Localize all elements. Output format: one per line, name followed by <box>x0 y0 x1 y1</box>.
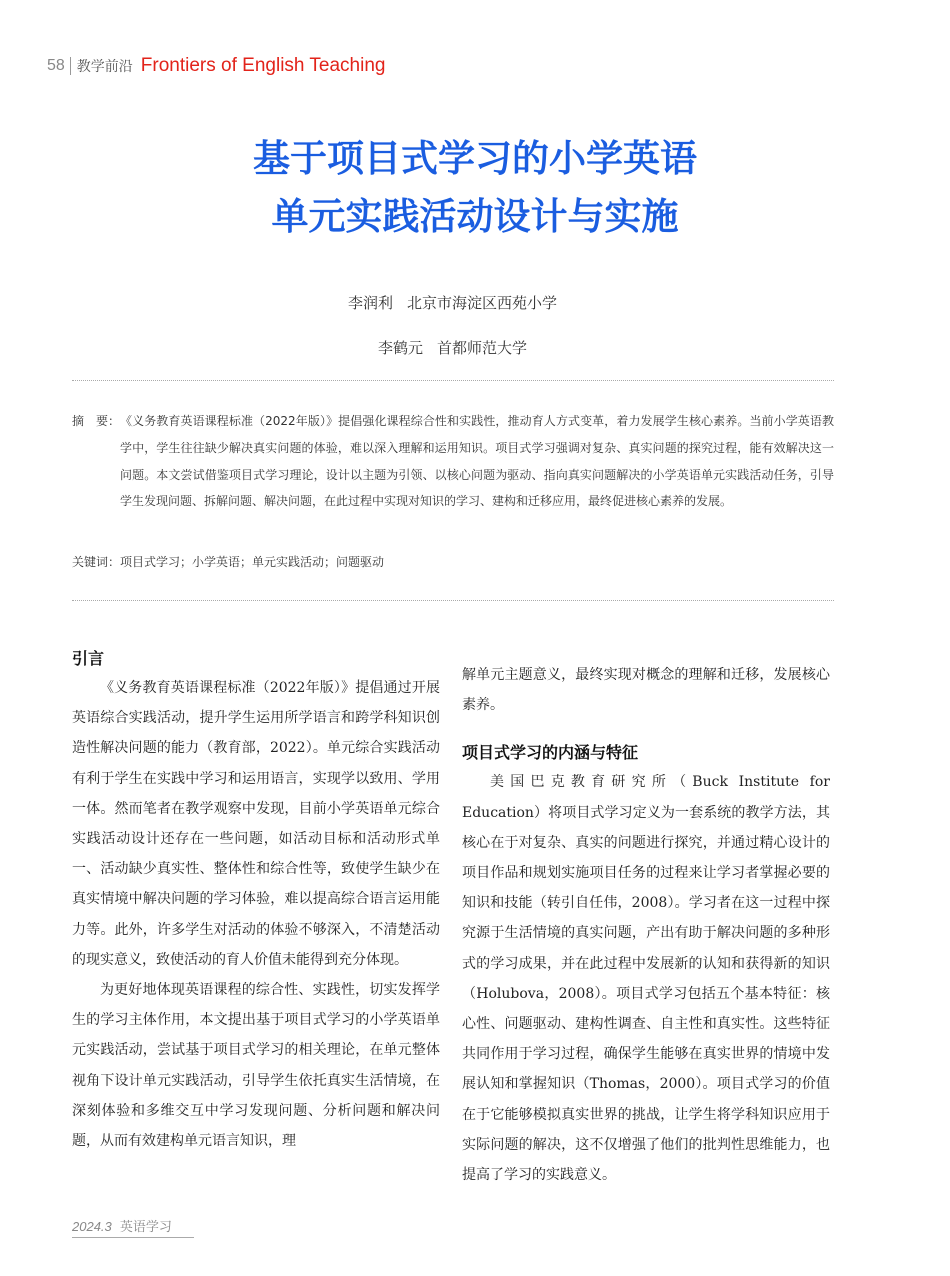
issue-number: 2024.3 <box>72 1219 112 1234</box>
author-line <box>0 337 905 358</box>
abstract-label: 摘 要： <box>72 414 121 428</box>
body-column-right <box>462 660 830 1190</box>
paragraph: 美国巴克教育研究所（Buck Institute for Education）将项目式学习定义为一套系统的教学方法，其核心在于对复杂、真实的问题进行探究，并通过精心设计的项目作品和规划实施项目任务的过程来让学习者掌握必要的知识和技能（转引自任伟，2008）。学习者在这一过程中探究源于生活情境的真实问题，产出有助于解决问题的多种形式的学习成果，并在此过程中发展新的认知和获得新的知识（Holubova，2008）。项目式学习包括五个基本特征：核心性、问题驱动、建构性调查、自主性和真实性。这些特征共同作用于学习过程，确保学生能够在真实世界的情境中发展认知和掌握知识（Thomas，2000）。项目式学习的价值在于它能够模拟真实世界的挑战，让学生将学科知识应用于实际问题的解决，这不仅增强了他们的批判性思维能力，也提高了学习的实践意义。 <box>462 774 830 1184</box>
title-line-2: 单元实践活动设计与实施 <box>271 195 679 238</box>
article-title <box>0 130 950 246</box>
header-divider <box>70 57 71 75</box>
abstract <box>72 408 834 515</box>
title-line-1: 基于项目式学习的小学英语 <box>253 137 697 180</box>
paragraph: 为更好地体现英语课程的综合性、实践性，切实发挥学生的学习主体作用，本文提出基于项目式学习的小学英语单元实践活动，尝试基于项目式学习的相关理论，在单元整体视角下设计单元实践活动，引导学生依托真实生活情境，在深刻体验和多维交互中学习发现问题、分析问题和解决问题，从而有效建构单元语言知识，理 <box>72 982 440 1150</box>
body-column-left <box>72 648 440 1156</box>
keywords <box>72 552 384 572</box>
author-affiliation: 北京市海淀区西苑小学 <box>407 294 558 312</box>
section-name-en: Frontiers of English Teaching <box>140 55 386 76</box>
running-footer <box>72 1216 194 1238</box>
dotted-divider <box>72 600 834 601</box>
keywords-label: 关键词： <box>72 555 121 569</box>
running-header <box>47 54 385 78</box>
abstract-text: 《义务教育英语课程标准（2022年版）》提倡强化课程综合性和实践性，推动育人方式变革，着力发展学生核心素养。当前小学英语教学中，学生往往缺少解决真实问题的体验，难以深入理解和运用知识。项目式学习强调对复杂、真实问题的探究过程，能有效解决这一问题。本文尝试借鉴项目式学习理论，设计以主题为引领、以核心问题为驱动、指向真实问题解决的小学英语单元实践活动任务，引导学生发现问题、拆解问题、解决问题，在此过程中实现对知识的学习、建构和迁移应用，最终促进核心素养的发展。 <box>120 414 834 509</box>
section-name-cn: 教学前沿 <box>76 59 133 75</box>
page-number: 58 <box>47 57 65 74</box>
section-heading-introduction: 引言 <box>72 649 105 668</box>
section-heading-pbl: 项目式学习的内涵与特征 <box>462 743 639 763</box>
author-name: 李润利 <box>347 294 393 312</box>
keywords-text: 项目式学习；小学英语；单元实践活动；问题驱动 <box>120 555 385 569</box>
author-name: 李鹤元 <box>377 339 423 357</box>
dotted-divider <box>72 380 834 381</box>
journal-name: 英语学习 <box>119 1220 172 1235</box>
author-line <box>0 292 905 313</box>
paragraph: 《义务教育英语课程标准（2022年版）》提倡通过开展英语综合实践活动，提升学生运用所学语言和跨学科知识创造性解决问题的能力（教育部，2022）。单元综合实践活动有利于学生在实践中学习和运用语言，实现学以致用、学用一体。然而笔者在教学观察中发现，目前小学英语单元综合实践活动设计还存在一些问题，如活动目标和活动形式单一、活动缺少真实性、整体性和综合性等，致使学生缺少在真实情境中解决问题的学习体验，难以提高综合语言运用能力等。此外，许多学生对活动的体验不够深入，不清楚活动的现实意义，致使活动的育人价值未能得到充分体现。 <box>72 680 440 968</box>
author-affiliation: 首都师范大学 <box>437 339 528 357</box>
paragraph-continued: 解单元主题意义，最终实现对概念的理解和迁移，发展核心素养。 <box>462 667 830 714</box>
